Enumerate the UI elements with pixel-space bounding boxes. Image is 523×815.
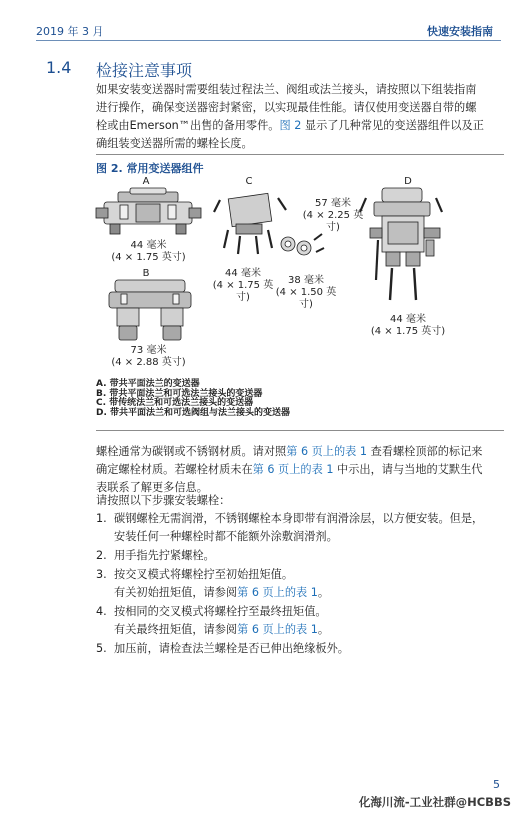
dim-c2: 38 毫米 (4 × 1.50 英寸): [275, 275, 337, 310]
legend-item-a: A. 带共平面法兰的变送器: [96, 379, 200, 389]
steps-intro: 请按照以下步骤安装螺栓：: [96, 494, 231, 507]
panel-letter-a: A: [142, 176, 150, 187]
intro-paragraph: [96, 81, 504, 153]
list-item: 3. 按交叉模式将螺栓拧至初始扭矩值。 有关初始扭矩值，请参阅第 6 页上的表 1。: [96, 568, 330, 599]
bolt-material-paragraph: 螺栓通常为碳钢或不锈钢材质。请对照第 6 页上的表 1 查看螺栓顶部的标记来 确定螺栓材质。若螺栓材质未在第 6 页上的表 1 中示出，请与当地的艾默生代 表联系了解更多信息。: [96, 445, 483, 494]
section-title: 检接注意事项: [96, 61, 193, 80]
intro-line: 如果安装变送器时需要组装过程法兰、阀组或法兰接头，请按照以下组装指南: [96, 83, 477, 96]
table-link[interactable]: 第 6 页上的表 1: [252, 463, 334, 476]
table-link[interactable]: 第 6 页上的表 1: [237, 623, 318, 636]
table-link[interactable]: 第 6 页上的表 1: [237, 586, 318, 599]
intro-line: 确组装变送器所需的螺栓长度。: [96, 137, 253, 150]
legend-item-c: C. 带传统法兰和可选法兰接头的变送器: [96, 398, 254, 408]
legend-item-b: B. 带共平面法兰和可选法兰接头的变送器: [96, 388, 263, 399]
transmitter-a-illustration: [96, 188, 201, 238]
panel-letter-d: D: [404, 176, 412, 187]
dim-d2: 44 毫米 (4 × 1.75 英寸): [370, 314, 446, 337]
table-link[interactable]: 第 6 页上的表 1: [286, 445, 368, 458]
dim-d1: 57 毫米 (4 × 2.25 英寸): [302, 198, 364, 233]
figure-top-rule: [96, 154, 504, 155]
transmitter-d-illustration: [360, 188, 442, 306]
dim-c1: 44 毫米 (4 × 1.75 英寸): [212, 268, 274, 303]
list-item: 1. 碳钢螺栓无需润滑，不锈钢螺栓本身即带有润滑涂层，以方便安装。但是， 安装任何一种螺栓时都不能额外涂敷润滑剂。: [96, 512, 484, 543]
dim-b: 73 毫米 (4 × 2.88 英寸): [111, 345, 186, 368]
header-doc-type: 快速安装指南: [427, 25, 493, 38]
watermark: 化海川流-工业社群@HCBBS: [358, 795, 511, 809]
intro-line: 栓或由Emerson™出售的备用零件。图 2 显示了几种常见的变送器组件以及正: [96, 119, 484, 132]
header-divider: [36, 40, 501, 41]
legend-item-d: D. 带共平面法兰和可选阀组与法兰接头的变送器: [96, 407, 291, 418]
panel-letter-b: B: [142, 268, 150, 279]
list-item: 4. 按相同的交叉模式将螺栓拧至最终扭矩值。 有关最终扭矩值，请参阅第 6 页上的表 1。: [96, 605, 330, 636]
intro-line: 进行操作，确保变送器密封紧密，以实现最佳性能。请仅使用变送器自带的螺: [96, 101, 477, 114]
panel-letter-c: C: [245, 176, 253, 187]
section-number: 1.4: [46, 58, 72, 77]
transmitter-b-illustration: [105, 280, 195, 342]
figure-link[interactable]: 图 2: [279, 119, 302, 132]
page-number: 5: [493, 778, 500, 791]
list-item: 5. 加压前，请检查法兰螺栓是否已伸出绝缘板外。: [96, 642, 349, 655]
header-date: 2019 年 3 月: [36, 25, 104, 38]
dim-a: 44 毫米 (4 × 1.75 英寸): [111, 240, 186, 263]
steps-list: [96, 510, 508, 659]
figure-legend: [96, 380, 290, 418]
list-item: 2. 用手指先拧紧螺栓。: [96, 549, 215, 562]
figure-bottom-rule: [96, 430, 504, 431]
figure-caption: 图 2. 常用变送器组件: [96, 162, 204, 175]
